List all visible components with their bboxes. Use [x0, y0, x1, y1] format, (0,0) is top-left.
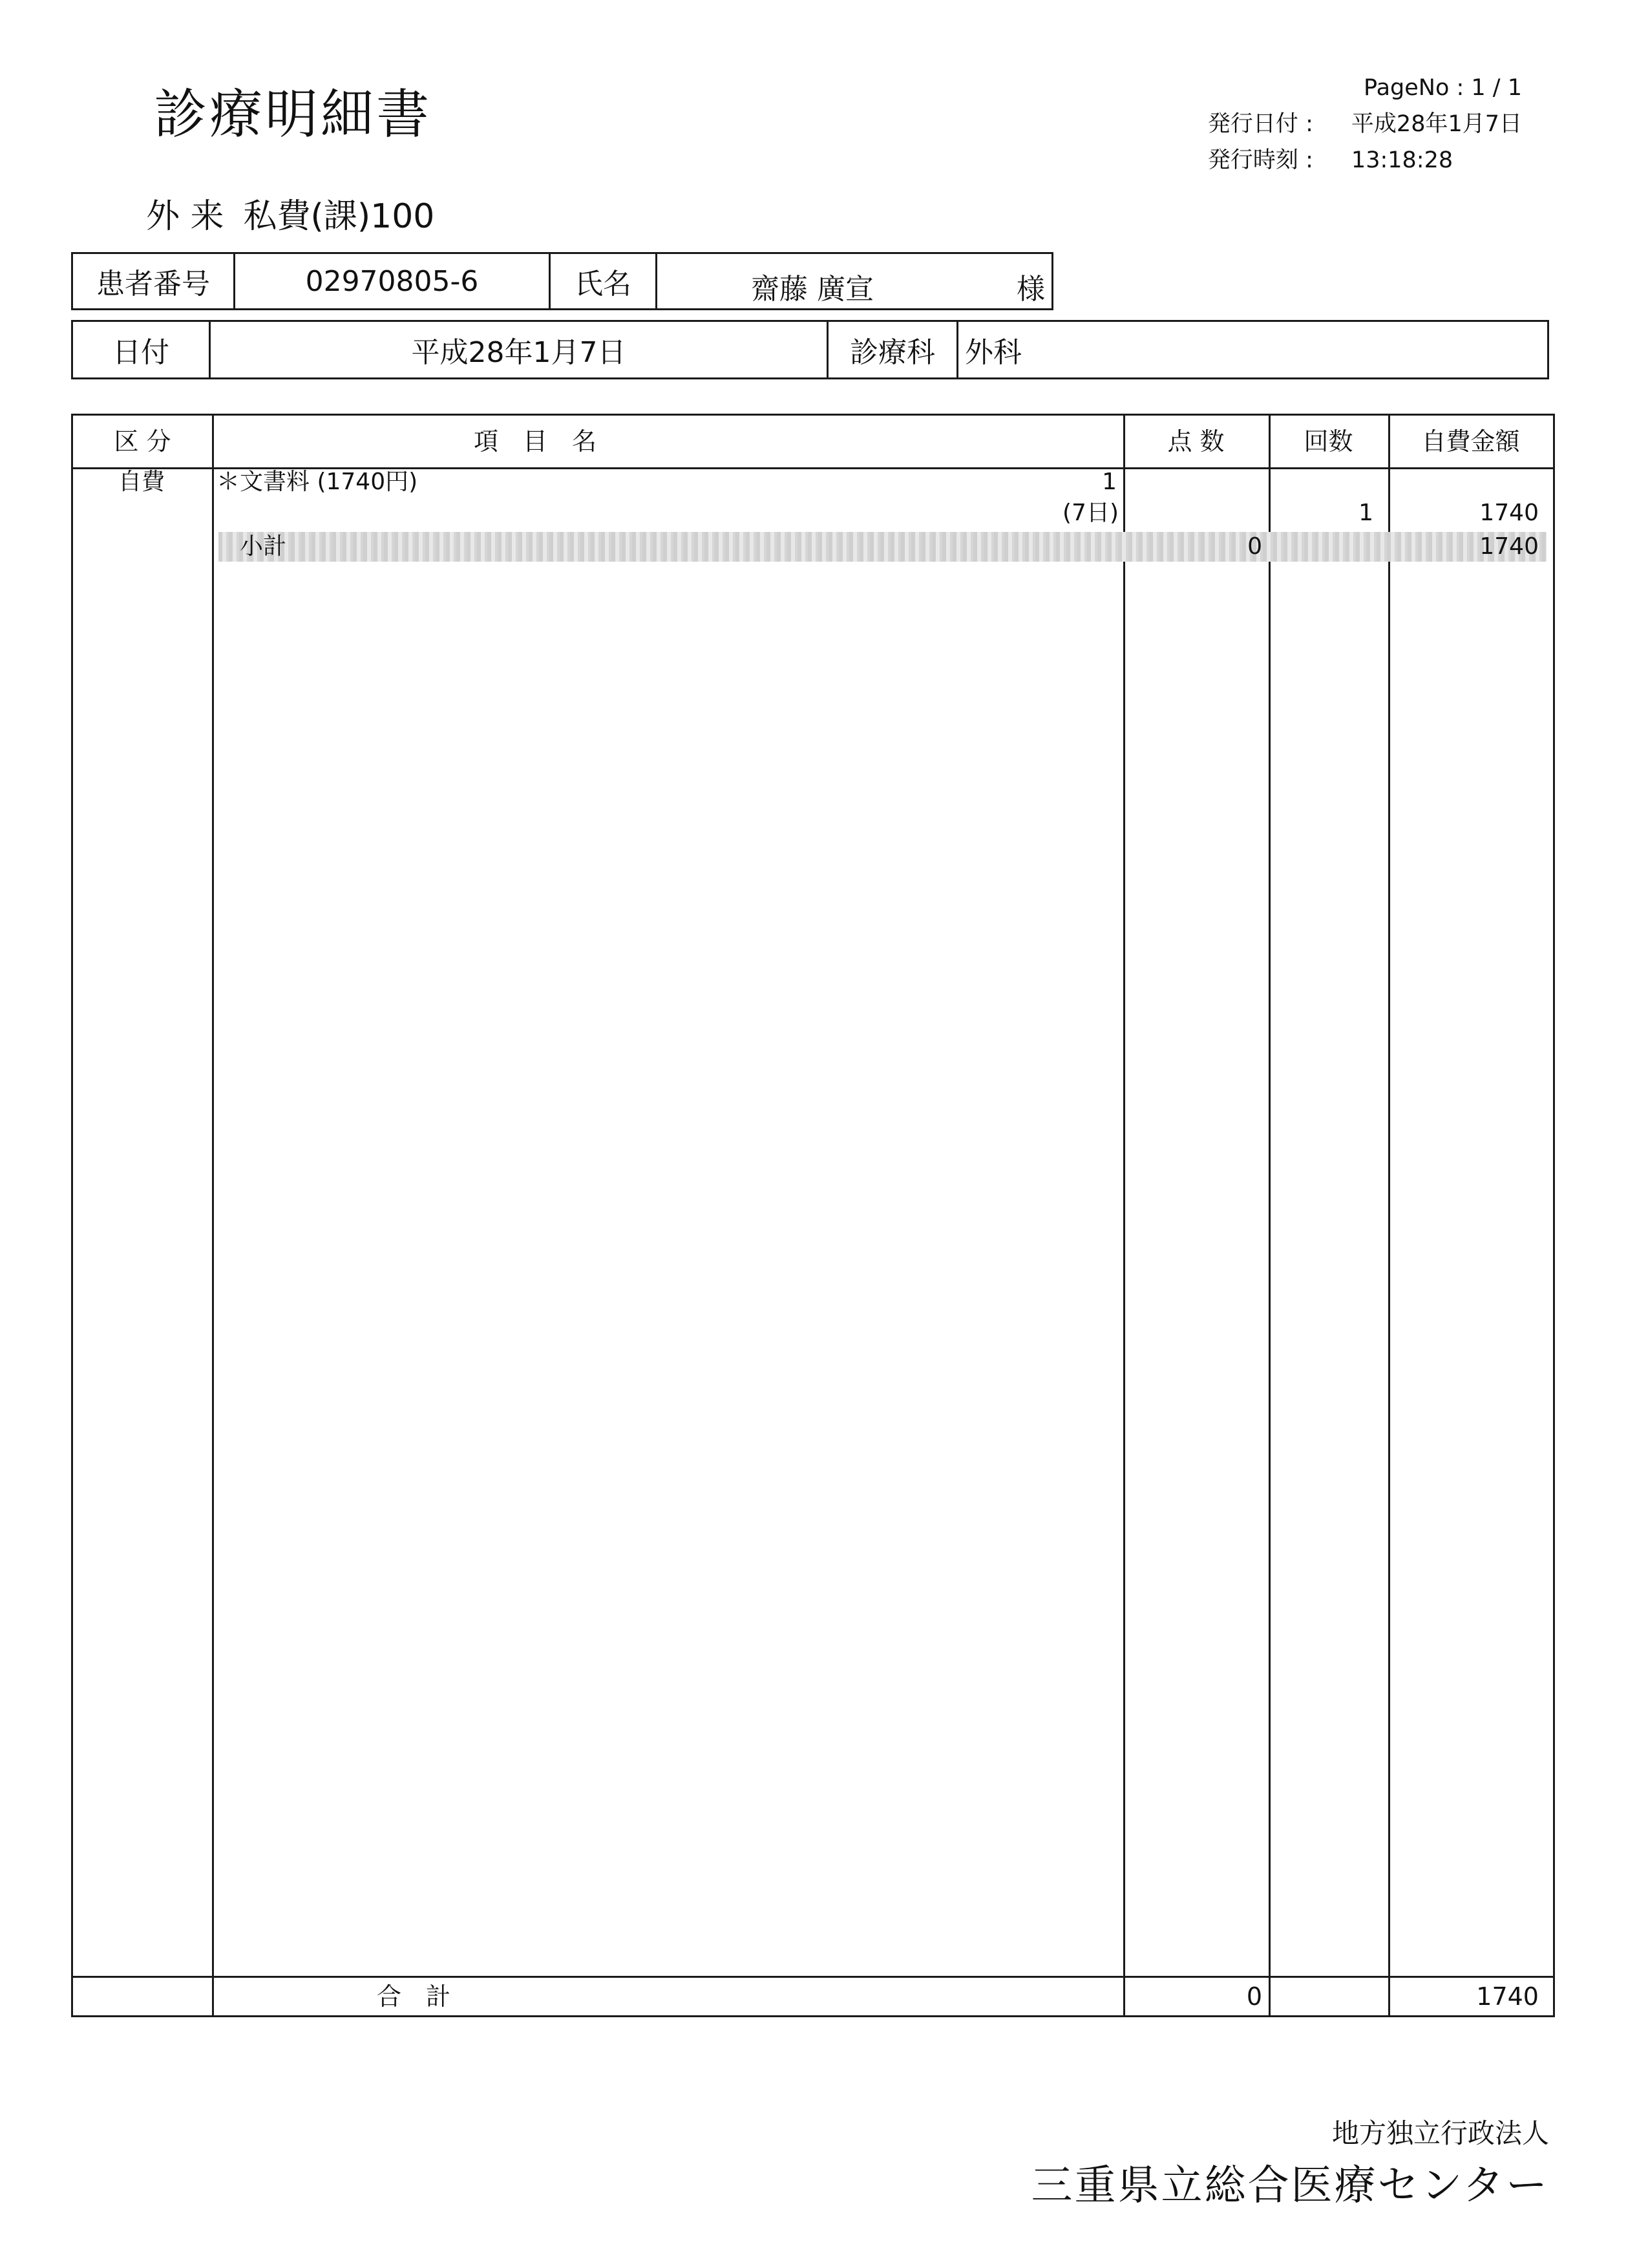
visit-date: 平成28年1月7日: [210, 321, 828, 379]
header-count: 回数: [1304, 427, 1353, 456]
issue-time-row: 発行時刻 : 13:18:28: [1208, 142, 1522, 178]
issue-time: 13:18:28: [1351, 147, 1453, 173]
subtotal-label: 小計: [240, 533, 287, 560]
subtotal-shading: [218, 532, 1547, 562]
department-label: 診療科: [828, 321, 958, 379]
department: 外科: [958, 321, 1548, 379]
patient-number-label: 患者番号: [72, 253, 235, 310]
issue-date-label: 発行日付: [1207, 111, 1298, 137]
total-amount: 1740: [1476, 1982, 1539, 2011]
row-amount: 1740: [1479, 500, 1539, 526]
total-label: 合 計: [377, 1982, 451, 2011]
org-name: 三重県立総合医療センター: [1031, 2162, 1549, 2210]
header-amount: 自費金額: [1421, 427, 1520, 456]
page-no: 1 / 1: [1471, 75, 1522, 101]
header-item: 項 目 名: [473, 427, 597, 456]
patient-name: 齋藤 廣宣: [751, 273, 874, 306]
subtotal-points: 0: [1247, 533, 1262, 560]
row-item-qty: 1: [1102, 469, 1117, 495]
document-title: 診療明細書: [154, 84, 432, 145]
detail-table: [71, 414, 1555, 2017]
total-points: 0: [1246, 1982, 1262, 2011]
visit-type: 外 来: [146, 197, 224, 236]
header-points: 点 数: [1167, 427, 1225, 456]
row-category: 自費: [118, 469, 165, 495]
row-day: (7日): [1062, 500, 1119, 526]
billing-type: 私費(課)100: [243, 197, 435, 236]
issue-time-label: 発行時刻: [1207, 147, 1298, 173]
patient-number: 02970805-6: [235, 253, 550, 310]
page-no-label: PageNo: [1364, 75, 1450, 101]
issue-date: 平成28年1月7日: [1351, 111, 1522, 137]
header-category: 区 分: [114, 427, 171, 456]
honorific: 様: [1017, 273, 1045, 306]
row-item: ＊文書料 (1740円): [217, 469, 418, 495]
patient-name-cell: [657, 253, 1053, 310]
issue-info: [1208, 70, 1522, 178]
org-type: 地方独立行政法人: [1331, 2117, 1549, 2149]
row-count: 1: [1358, 500, 1373, 526]
subtotal-amount: 1740: [1479, 533, 1539, 560]
visit-table: [71, 320, 1549, 379]
patient-table: [71, 252, 1053, 310]
patient-name-label: 氏名: [550, 253, 657, 310]
issue-date-row: 発行日付 : 平成28年1月7日: [1208, 106, 1522, 142]
page-number-row: PageNo : 1 / 1: [1208, 70, 1522, 106]
visit-billing-type: [146, 189, 434, 237]
date-label: 日付: [72, 321, 210, 379]
